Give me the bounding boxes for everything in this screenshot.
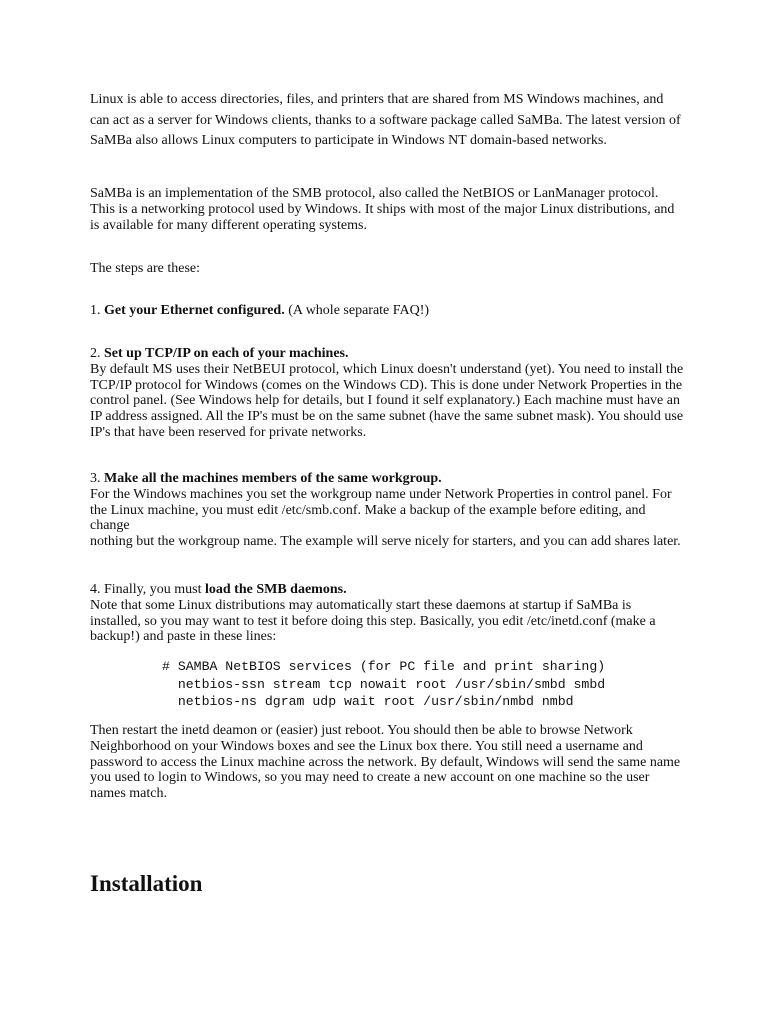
step-1-number: 1. bbox=[90, 303, 104, 318]
step-3-heading bbox=[90, 471, 684, 487]
step-2-body: By default MS uses their NetBEUI protocol, which Linux doesn't understand (yet). You need to install the TCP/IP protocol for Windows (comes on the Windows CD). This is done under Network Properties in the control panel. (See Windows help for details, but I found it self explanatory.) Each machine must have an IP address assigned. All the IP's must be on the same subnet (have the same subnet mask). You should use IP's that have been reserved for private networks. bbox=[90, 361, 684, 440]
step-4-title: load the SMB daemons. bbox=[205, 582, 347, 597]
step-3-title: Make all the machines members of the same workgroup. bbox=[104, 471, 442, 486]
step-3-number: 3. bbox=[90, 471, 104, 486]
step-2 bbox=[90, 346, 684, 441]
step-1 bbox=[90, 302, 684, 320]
step-4-intro: 4. Finally, you must bbox=[90, 582, 205, 597]
code-line-1: # SAMBA NetBIOS services (for PC file and print sharing) bbox=[162, 659, 606, 674]
step-2-title: Set up TCP/IP on each of your machines. bbox=[104, 346, 349, 361]
intro-paragraph: Linux is able to access directories, files, and printers that are shared from MS Windows machines, and can act as a server for Windows clients, thanks to a software package called SaMBa. The latest version of SaMBa also allows Linux computers to participate in Windows NT domain-based networks. bbox=[90, 92, 681, 148]
closing-paragraph: Then restart the inetd deamon or (easier) just reboot. You should then be able to browse Network Neighborhood on your Windows boxes and see the Linux box there. You still need a username and password to access the Linux machine across the network. By default, Windows will send the same name you used to login to Windows, so you may need to create a new account on one machine so the user names match. bbox=[90, 723, 681, 802]
step-4 bbox=[90, 582, 684, 645]
samba-description-paragraph: SaMBa is an implementation of the SMB protocol, also called the NetBIOS or LanManager protocol. This is a networking protocol used by Windows. It ships with most of the major Linux distributions, and is available for many different operating systems. bbox=[90, 186, 675, 233]
step-3-body-part-2: nothing but the workgroup name. The example will serve nicely for starters, and you can add shares later. bbox=[90, 534, 681, 550]
code-line-2: netbios-ssn stream tcp nowait root /usr/sbin/smbd smbd bbox=[162, 676, 606, 692]
step-4-heading bbox=[90, 582, 684, 598]
inetd-config-code-block bbox=[162, 658, 605, 711]
step-4-body: Note that some Linux distributions may automatically start these daemons at startup if SaMBa is installed, so you may want to test it before doing this step. Basically, you edit /etc/inetd.conf (make a backup!) and paste in these lines: bbox=[90, 597, 656, 645]
section-heading-installation: Installation bbox=[90, 871, 203, 896]
step-2-number: 2. bbox=[90, 346, 104, 361]
step-1-title: Get your Ethernet configured. bbox=[104, 303, 285, 318]
code-line-3: netbios-ns dgram udp wait root /usr/sbin/nmbd nmbd bbox=[162, 694, 574, 709]
step-2-heading bbox=[90, 346, 684, 362]
step-1-note: (A whole separate FAQ!) bbox=[284, 303, 430, 318]
step-3 bbox=[90, 471, 684, 550]
step-3-body-part-1: For the Windows machines you set the workgroup name under Network Properties in control panel. For the Linux machine, you must edit /etc/smb.conf. Make a backup of the example before editing, and change bbox=[90, 486, 672, 534]
steps-intro: The steps are these: bbox=[90, 261, 201, 276]
